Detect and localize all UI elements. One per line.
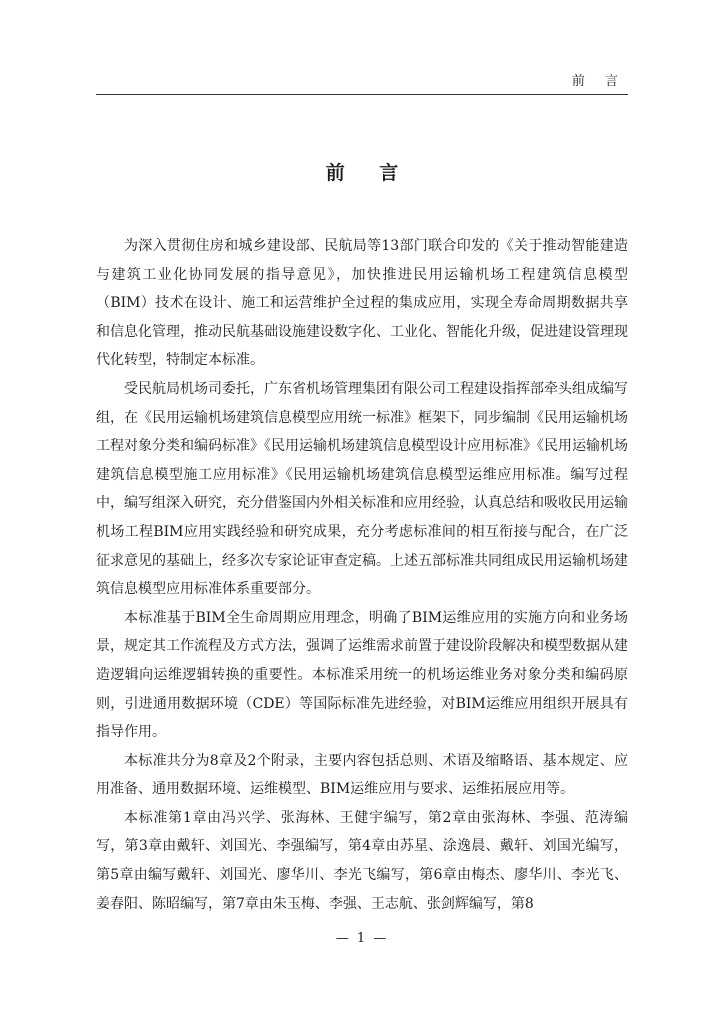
paragraph-purpose: 为深入贯彻住房和城乡建设部、民航局等13部门联合印发的《关于推动智能建造与建筑工业化协同发展的指导意见》，加快推进民用运输机场工程建筑信息模型（BIM）技术在设计、施工和运营维护全过程的集成应用，实现全寿命周期数据共享和信息化管理，推动民航基础设施建设数字化、工业化、智能化升级，促进建设管理现代化转型，特制定本标准。 [96, 238, 628, 369]
paragraph-compilation: 受民航局机场司委托，广东省机场管理集团有限公司工程建设指挥部牵头组成编写组，在《民用运输机场建筑信息模型应用统一标准》框架下，同步编制《民用运输机场工程对象分类和编码标准》《民用运输机场建筑信息模型设计应用标准》《民用运输机场建筑信息模型施工应用标准》《民用运输机场建筑信息模型运维应用标准。编写过程中，编写组深入研究，充分借鉴国内外相关标准和应用经验，认真总结和吸收民用运输机场工程BIM应用实践经验和研究成果，充分考虑标准间的相互衔接与配合，在广泛征求意见的基础上，经多次专家论证审查定稿。上述五部标准共同组成民用运输机场建筑信息模型应用标准体系重要部分。 [96, 380, 628, 598]
paragraph-authors: 本标准第1章由冯兴学、张海林、王健宇编写，第2章由张海林、李强、范涛编写，第3章由戴轩、刘国光、李强编写，第4章由苏星、涂逸晨、戴轩、刘国光编写，第5章由编写戴轩、刘国光、廖华川、李光飞编写，第6章由梅杰、廖华川、李光飞、姜春阳、陈昭编写，第7章由朱玉梅、李强、王志航、张剑辉编写，第8 [96, 809, 628, 912]
document-body [96, 232, 628, 918]
paragraph-principles: 本标准基于BIM全生命周期应用理念，明确了BIM运维应用的实施方向和业务场景，规定其工作流程及方式方法，强调了运维需求前置于建设阶段解决和模型数据从建造逻辑向运维逻辑转换的重要性。本标准采用统一的机场运维业务对象分类和编码原则，引进通用数据环境（CDE）等国际标准先进经验，对BIM运维应用组织开展具有指导作用。 [96, 609, 628, 741]
running-header [96, 66, 628, 95]
running-header-title: 前 言 [571, 74, 626, 89]
page-number: — 1 — [335, 931, 389, 946]
page-title: 前 言 [325, 162, 413, 184]
paragraph-structure: 本标准共分为8章及2个附录，主要内容包括总则、术语及缩略语、基本规定、应用准备、通用数据环境、运维模型、BIM运维应用与要求、运维拓展应用等。 [96, 752, 628, 798]
